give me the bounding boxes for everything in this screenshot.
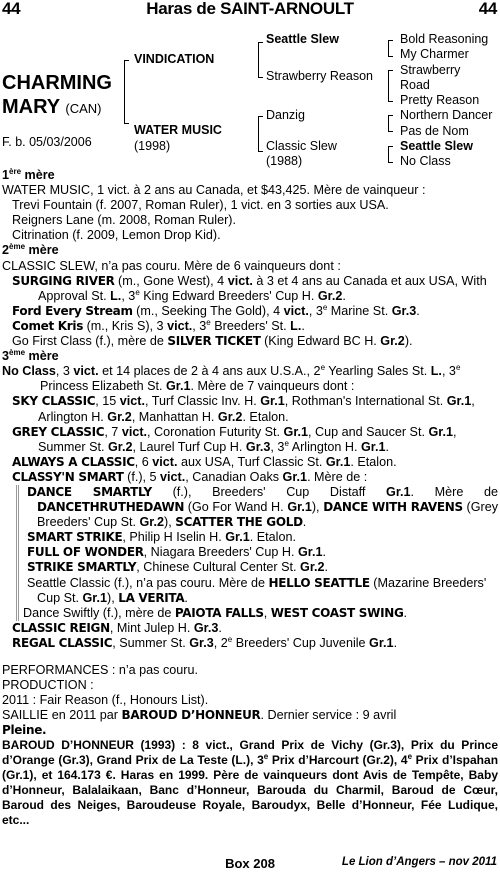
ggs-6: Northern Dancer: [400, 108, 493, 122]
produce-comet: Comet Kris (m., Kris S), 3 vict., 3e Breeders' St. L..: [12, 317, 305, 333]
ggs-2: My Charmer: [400, 47, 469, 61]
page-number-right: 44: [478, 0, 497, 18]
produce-3: Citrination (f. 2009, Lemon Drop Kid).: [12, 228, 221, 243]
produce-strike-smartly: STRIKE SMARTLY, Chinese Cultural Center St. Gr.2.: [27, 560, 329, 575]
second-dam-text: CLASSIC SLEW, n’a pas couru. Mère de 6 vainqueurs dont :: [2, 258, 341, 273]
first-dam-heading: 1ère mère: [2, 166, 55, 182]
ggs-8: Seattle Slew: [400, 139, 473, 153]
third-dam-text: No Class, 3 vict. et 14 places de 2 à 4 ans aux U.S.A., 2e Yearling Sales St. L., 3e Princess Elizabeth St. Gr.1. Mère de 7 vainqueurs dont :: [2, 363, 461, 394]
stallion-description: BAROUD D’HONNEUR (1993) : 8 vict., Grand Prix de Vichy (Gr.3), Prix du Prince d’Orange (Gr.3), Grand Prix de La Teste (L.), 3e Prix d’Harcourt (Gr.2), 4e Prix d’Ispahan (Gr.1), et 164.173 €. Haras en 1999. Père de vainqueurs dont Avis de Tempête, Baby d’Honneur, Balalaikaan, Banc d’Honneur, Barouda du Charmil, Baroud de Cœur, Baroud des Neiges, Baroudeuse Royale, Baroudyx, Belle d’Honneur, Fée Ludique, etc...: [2, 738, 499, 828]
produce-surging-river: SURGING RIVER (m., Gone West), 4 vict. à 3 et 4 ans au Canada et aux USA, With Approval St. L., 3e King Edward Breeders' Cup H. Gr.2.: [12, 273, 487, 303]
produce-classic-reign: CLASSIC REIGN, Mint Julep H. Gr.3.: [12, 620, 222, 635]
box-number: Box 208: [225, 856, 275, 871]
granddam-2: Classic Slew: [266, 139, 337, 153]
saillie: SAILLIE en 2011 par BAROUD D’HONNEUR. Dernier service : 9 avril: [2, 708, 397, 723]
performances: PERFORMANCES : n’a pas couru.: [2, 663, 198, 677]
produce-seattle-classic: Seattle Classic (f.), n’a pas couru. Mère de HELLO SEATTLE (Mazarine Breeders' Cup St. Gr.1), LA VERITA.: [27, 575, 487, 605]
page-body: [2, 168, 498, 828]
ggs-5: Pretty Reason: [400, 93, 480, 107]
first-dam-text: WATER MUSIC, 1 vict. à 2 ans au Canada, et $43,425. Mère de vainqueur :: [2, 183, 426, 198]
produce-1: Trevi Fountain (f. 2007, Roman Ruler), 1 vict. en 3 sorties aux USA.: [12, 198, 389, 213]
page-number-left: 44: [2, 0, 21, 18]
produce-go-first: Go First Class (f.), mère de SILVER TICKET (King Edward BC H. Gr.2).: [12, 334, 413, 349]
produce-classy: CLASSY'N SMART (f.), 5 vict., Canadian Oaks Gr.1. Mère de :: [12, 469, 368, 484]
page-title: Haras de SAINT-ARNOULT: [146, 0, 354, 18]
ggs-3: Strawberry: [400, 63, 461, 77]
produce-grey-classic: GREY CLASSIC, 7 vict., Coronation Futurity St. Gr.1, Cup and Saucer St. Gr.1, Summer St. Gr.2, Laurel Turf Cup H. Gr.3, 3e Arlington H. Gr.1.: [12, 424, 457, 454]
dam: WATER MUSIC: [134, 123, 222, 137]
produce-dance-swiftly: Dance Swiftly (f.), mère de PAIOTA FALLS, WEST COAST SWING.: [23, 605, 408, 620]
produce-ford: Ford Every Stream (m., Seeking The Gold), 4 vict., 3e Marine St. Gr.3.: [12, 302, 420, 318]
footer-sale: Le Lion d’Angers – nov 2011: [341, 856, 497, 868]
pedigree-table: [0, 28, 500, 170]
grandsire-2: Danzig: [266, 108, 305, 122]
produce-sky-classic: SKY CLASSIC, 15 vict., Turf Classic Inv. H. Gr.1, Rothman's International St. Gr.1, Arlington H. Gr.2, Manhattan H. Gr.2. Etalon.: [12, 394, 475, 424]
produce-always: ALWAYS A CLASSIC, 6 vict. aux USA, Turf Classic St. Gr.1. Etalon.: [12, 454, 397, 469]
production-2011: 2011 : Fair Reason (f., Honours List).: [2, 693, 209, 708]
grandsire-1: Seattle Slew: [266, 32, 339, 46]
ggs-1: Bold Reasoning: [400, 32, 489, 46]
horse-name-2: MARY (CAN): [2, 96, 102, 118]
third-dam-heading: 3ème mère: [2, 347, 59, 364]
page-header: [0, 0, 500, 22]
ggs-4: Road: [400, 78, 430, 92]
produce-regal-classic: REGAL CLASSIC, Summer St. Gr.3, 2e Breeders' Cup Juvenile Gr.1.: [12, 634, 398, 650]
ggs-7: Pas de Nom: [400, 124, 469, 138]
birth-info: F. b. 05/03/2006: [2, 135, 92, 149]
produce-smart-strike: SMART STRIKE, Philip H Iselin H. Gr.1. Etalon.: [27, 530, 296, 545]
production: PRODUCTION :: [2, 678, 94, 693]
granddam-2-year: (1988): [266, 154, 303, 168]
horse-name: CHARMING: [2, 72, 112, 94]
second-dam-heading: 2ème mère: [2, 242, 59, 258]
sire: VINDICATION: [134, 52, 215, 66]
dam-year: (1998): [134, 139, 171, 153]
produce-2: Reigners Lane (m. 2008, Roman Ruler).: [12, 213, 236, 228]
ggs-9: No Class: [400, 154, 451, 168]
pleine: Pleine.: [2, 723, 47, 738]
produce-dance-smartly: DANCE SMARTLY (f.), Breeders' Cup Distaff Gr.1. Mère de DANCETHRUTHEDAWN (Go For Wand H. Gr.1), DANCE WITH RAVENS (Grey Breeders' Cup St. Gr.2), SCATTER THE GOLD.: [27, 484, 499, 530]
produce-full-of-wonder: FULL OF WONDER, Niagara Breeders' Cup H. Gr.1.: [27, 545, 326, 560]
page-footer: [0, 856, 500, 872]
granddam-1: Strawberry Reason: [266, 69, 373, 83]
